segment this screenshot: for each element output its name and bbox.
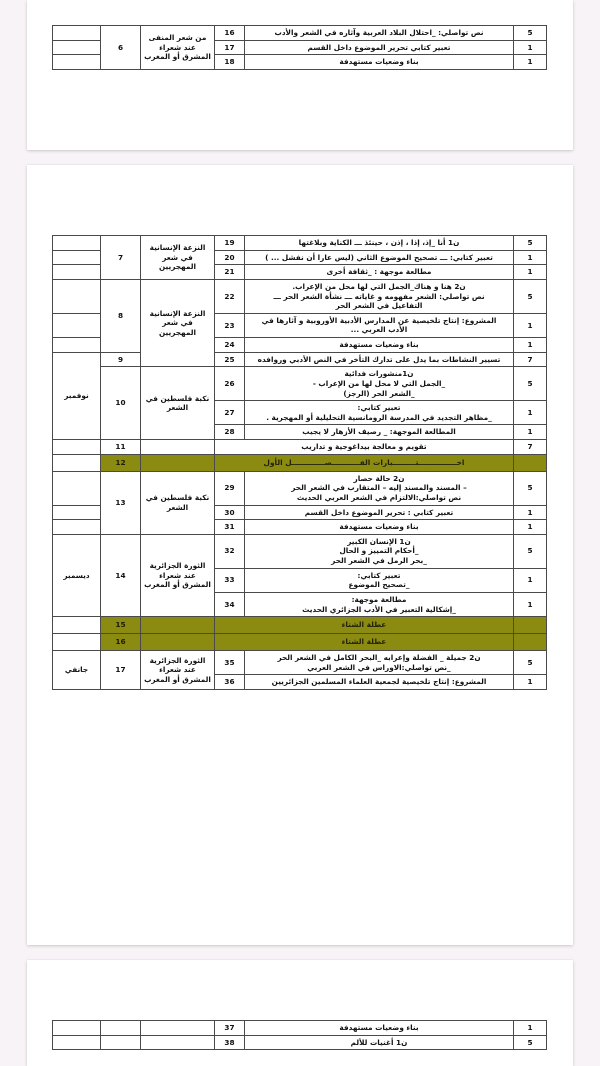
week-number-cell: 12 xyxy=(101,454,141,471)
activity-cell xyxy=(245,250,514,265)
schedule-table-page-3 xyxy=(52,1020,547,1050)
schedule-body-page-2 xyxy=(53,236,547,690)
hours-cell: 1 xyxy=(514,425,547,440)
activity-cell xyxy=(245,313,514,337)
unit-cell: النزعة الإنسانية في شعر المهجريين xyxy=(141,279,215,366)
table-row xyxy=(53,651,547,675)
month-cell xyxy=(53,505,101,520)
activity-line: ن1 الإنسان الكبير xyxy=(347,536,411,546)
hours-cell: 1 xyxy=(514,250,547,265)
activity-cell xyxy=(245,505,514,520)
week-number-cell: 9 xyxy=(101,352,141,367)
hours-cell xyxy=(514,454,547,471)
hours-cell: 5 xyxy=(514,651,547,675)
activity-number-cell: 26 xyxy=(215,367,245,401)
activity-line: _إشكالية التعبير في الأدب الجزائري الحديث xyxy=(302,604,456,614)
unit-cell xyxy=(141,1021,215,1036)
hours-cell xyxy=(514,634,547,651)
week-number-cell: 8 xyxy=(101,279,141,352)
activity-line: ن1 أغنيات للألم xyxy=(350,1037,408,1047)
activity-cell xyxy=(215,617,514,634)
hours-cell: 5 xyxy=(514,279,547,313)
activity-line: نص تواصلي: _احتلال البلاد العربية وآثاره في الشعر والأدب xyxy=(274,28,484,38)
page-separator xyxy=(27,150,573,165)
activity-line: بناء وضعيات مستهدفة xyxy=(339,1023,419,1032)
week-number-cell: 13 xyxy=(101,471,141,534)
hours-cell: 5 xyxy=(514,534,547,568)
activity-number-cell: 24 xyxy=(215,338,245,353)
month-cell xyxy=(53,440,101,455)
hours-cell: 1 xyxy=(514,313,547,337)
month-cell xyxy=(53,471,101,505)
activity-line: مطالعة موجهة : _ثقافة أخرى xyxy=(326,267,432,277)
activity-cell xyxy=(215,440,514,455)
activity-number-cell: 17 xyxy=(215,40,245,55)
unit-cell xyxy=(141,1035,215,1050)
activity-number-cell: 35 xyxy=(215,651,245,675)
week-number-cell: 15 xyxy=(101,617,141,634)
table-row xyxy=(53,279,547,313)
hours-cell: 1 xyxy=(514,401,547,425)
activity-line: المشروع: إنتاج تلخيصية عن المدارس الأدبية الأوروبية و آثارها في xyxy=(261,315,497,325)
activity-cell xyxy=(245,651,514,675)
table-row xyxy=(53,1021,547,1036)
activity-number-cell: 22 xyxy=(215,279,245,313)
activity-line: ن2 حالة حصار xyxy=(353,473,405,483)
activity-line: _أحكام التمييز و الحال xyxy=(339,546,419,556)
activity-number-cell: 29 xyxy=(215,471,245,505)
schedule-table-page-2 xyxy=(52,235,547,690)
activity-number-cell: 34 xyxy=(215,592,245,616)
activity-number-cell: 36 xyxy=(215,675,245,690)
activity-cell xyxy=(245,534,514,568)
activity-number-cell: 23 xyxy=(215,313,245,337)
activity-cell xyxy=(245,1021,514,1036)
table-row xyxy=(53,634,547,651)
activity-line: _بحر الرمل في الشعر الحر xyxy=(331,556,427,565)
activity-line: تسيير النشاطات بما يدل على تدارك التأخر في النص الأدبي وروافده xyxy=(257,354,501,364)
hours-cell: 1 xyxy=(514,520,547,535)
activity-line: المشروع: إنتاج تلخيصية لجمعية العلماء المسلمين الجزائريين xyxy=(271,677,487,687)
unit-cell: نكبة فلسطين في الشعر xyxy=(141,367,215,440)
schedule-body-page-3 xyxy=(53,1021,547,1050)
table-row xyxy=(53,1035,547,1050)
activity-number-cell: 32 xyxy=(215,534,245,568)
activity-cell xyxy=(215,454,514,471)
hours-cell: 1 xyxy=(514,1021,547,1036)
month-cell xyxy=(53,55,101,70)
hours-cell: 5 xyxy=(514,367,547,401)
activity-cell xyxy=(245,26,514,41)
hours-cell: 5 xyxy=(514,471,547,505)
unit-cell xyxy=(141,617,215,634)
week-number-cell: 7 xyxy=(101,236,141,280)
month-cell xyxy=(53,1035,101,1050)
month-cell xyxy=(53,40,101,55)
week-number-cell xyxy=(101,1021,141,1036)
activity-line: بناء وضعيات مستهدفة xyxy=(339,57,419,67)
activity-cell xyxy=(245,40,514,55)
unit-cell xyxy=(141,440,215,455)
hours-cell: 5 xyxy=(514,26,547,41)
activity-line: تعبير كتابي: xyxy=(357,570,401,580)
activity-number-cell: 28 xyxy=(215,425,245,440)
activity-line: تعبير كتابي تحرير الموضوع داخل القسم xyxy=(307,42,451,52)
hours-cell: 1 xyxy=(514,265,547,280)
activity-cell xyxy=(245,265,514,280)
schedule-table-page-1 xyxy=(52,25,547,70)
week-number-cell: 16 xyxy=(101,634,141,651)
activity-line: التفاعيل في الشعر الحر xyxy=(335,301,423,311)
activity-line: عطلة الشتاء xyxy=(341,620,387,630)
hours-cell: 5 xyxy=(514,1035,547,1050)
hours-cell: 1 xyxy=(514,592,547,616)
month-cell xyxy=(53,279,101,313)
activity-line: _الجمل التي لا محل لها من الإعراب - xyxy=(312,378,446,388)
month-cell xyxy=(53,634,101,651)
activity-cell xyxy=(245,425,514,440)
activity-line: تعبير كتابي: ـــ تصحيح الموضوع الثاني (ليس عارا أن نفشل ... ) xyxy=(265,252,493,262)
activity-cell xyxy=(245,236,514,251)
month-cell: جانفي xyxy=(53,651,101,690)
activity-line: _نص تواصلي:الاوراس في الشعر العربي xyxy=(307,662,451,672)
table-row xyxy=(53,236,547,251)
month-cell: ديسمبر xyxy=(53,534,101,616)
activity-number-cell: 19 xyxy=(215,236,245,251)
activity-line: تقويم و معالجة بيداغوجية و تداريب xyxy=(301,442,427,451)
activity-cell xyxy=(245,401,514,425)
table-row xyxy=(53,26,547,41)
activity-number-cell: 33 xyxy=(215,568,245,592)
activity-number-cell: 37 xyxy=(215,1021,245,1036)
activity-line: _مظاهر التجديد في المدرسة الرومانسية التحليلية أو المهجرية . xyxy=(266,412,492,422)
month-cell xyxy=(53,338,101,353)
activity-cell xyxy=(245,352,514,367)
table-row xyxy=(53,454,547,471)
activity-number-cell: 18 xyxy=(215,55,245,70)
table-row xyxy=(53,471,547,505)
table-row xyxy=(53,440,547,455)
activity-number-cell: 31 xyxy=(215,520,245,535)
document-page-2 xyxy=(27,165,573,945)
activity-cell xyxy=(245,471,514,505)
activity-cell xyxy=(245,568,514,592)
activity-number-cell: 21 xyxy=(215,265,245,280)
activity-cell xyxy=(245,367,514,401)
activity-line: المطالعة الموجهة: _ رصيف الأزهار لا يجيب xyxy=(302,427,456,437)
hours-cell: 7 xyxy=(514,440,547,455)
hours-cell: 1 xyxy=(514,338,547,353)
week-number-cell: 10 xyxy=(101,367,141,440)
month-cell xyxy=(53,26,101,41)
activity-line: ن1 أنا _إذ، إذا ، إذن ، حينئذ ـــ الكناية وبلاغتها xyxy=(298,238,460,247)
month-cell xyxy=(53,250,101,265)
activity-cell xyxy=(245,675,514,690)
week-number-cell: 6 xyxy=(101,26,141,70)
activity-line: ن2 هنا و هناك_الجمل التي لها محل من الإعراب. xyxy=(292,281,466,291)
activity-line: _تصحيح الموضوع xyxy=(348,580,410,590)
hours-cell xyxy=(514,617,547,634)
hours-cell: 1 xyxy=(514,505,547,520)
activity-line: بناء وضعيات مستهدفة xyxy=(339,522,419,532)
activity-line: عطلة الشتاء xyxy=(341,637,387,647)
activity-line: ن2 جميلة _ الفضلة وإعرابه _البحر الكامل في الشعر الحر xyxy=(277,653,481,663)
month-cell xyxy=(53,1021,101,1036)
activity-number-cell: 16 xyxy=(215,26,245,41)
month-cell: نوفمبر xyxy=(53,352,101,439)
activity-line: ن1منشورات فدائية xyxy=(344,369,414,379)
month-cell xyxy=(53,236,101,251)
activity-cell xyxy=(245,55,514,70)
month-cell xyxy=(53,265,101,280)
month-cell xyxy=(53,520,101,535)
activity-line: نص تواصلي: الشعر مفهومه و غاياته ـــ نشأة الشعر الحر ـــ xyxy=(273,291,485,301)
document-page-3 xyxy=(27,960,573,1066)
month-cell xyxy=(53,313,101,337)
activity-line: بناء وضعيات مستهدفة xyxy=(339,340,419,349)
hours-cell: 1 xyxy=(514,675,547,690)
schedule-body-page-1 xyxy=(53,26,547,70)
unit-cell: الثورة الجزائرية عند شعراء المشرق أو المغرب xyxy=(141,534,215,616)
activity-number-cell: 20 xyxy=(215,250,245,265)
activity-line: تعبير كتابي : تحرير الموضوع داخل القسم xyxy=(304,507,454,517)
activity-line: اخـــــــــــــــتـــــــــبارات الفـــــــــــصـــــــــــــل الأول xyxy=(263,457,465,467)
hours-cell: 7 xyxy=(514,352,547,367)
unit-cell xyxy=(141,454,215,471)
activity-number-cell: 38 xyxy=(215,1035,245,1050)
table-row xyxy=(53,617,547,634)
unit-cell: نكبة فلسطين في الشعر xyxy=(141,471,215,534)
week-number-cell: 17 xyxy=(101,651,141,690)
table-row xyxy=(53,367,547,401)
hours-cell: 1 xyxy=(514,55,547,70)
activity-cell xyxy=(245,520,514,535)
table-row xyxy=(53,352,547,367)
activity-number-cell: 25 xyxy=(215,352,245,367)
activity-line: نص تواصلي:الالتزام في الشعر العربي الحديث xyxy=(296,492,462,502)
activity-line: مطالعة موجهة: xyxy=(351,594,407,604)
week-number-cell: 14 xyxy=(101,534,141,616)
activity-number-cell: 27 xyxy=(215,401,245,425)
unit-cell xyxy=(141,634,215,651)
activity-line: تعبير كتابي: xyxy=(357,403,401,413)
week-number-cell xyxy=(101,1035,141,1050)
month-cell xyxy=(53,617,101,634)
activity-cell xyxy=(245,279,514,313)
activity-cell xyxy=(245,338,514,353)
unit-cell: النزعة الإنسانية في شعر المهجريين xyxy=(141,236,215,280)
activity-line: _الشعر الحر (الرجز) xyxy=(343,388,415,398)
hours-cell: 5 xyxy=(514,236,547,251)
document-page-1 xyxy=(27,0,573,150)
hours-cell: 1 xyxy=(514,40,547,55)
activity-cell xyxy=(215,634,514,651)
activity-line: – المسند والمسند إليه – المتقارب في الشعر الحر xyxy=(291,483,467,493)
hours-cell: 1 xyxy=(514,568,547,592)
unit-cell: الثورة الجزائرية عند شعراء المشرق أو المغرب xyxy=(141,651,215,690)
month-cell xyxy=(53,454,101,471)
week-number-cell: 11 xyxy=(101,440,141,455)
activity-cell xyxy=(245,592,514,616)
unit-cell: من شعر المنفى عند شعراء المشرق أو المغرب xyxy=(141,26,215,70)
activity-line: الأدب العربي ... xyxy=(350,325,408,335)
table-row xyxy=(53,534,547,568)
page-separator xyxy=(27,945,573,960)
activity-cell xyxy=(245,1035,514,1050)
activity-number-cell: 30 xyxy=(215,505,245,520)
